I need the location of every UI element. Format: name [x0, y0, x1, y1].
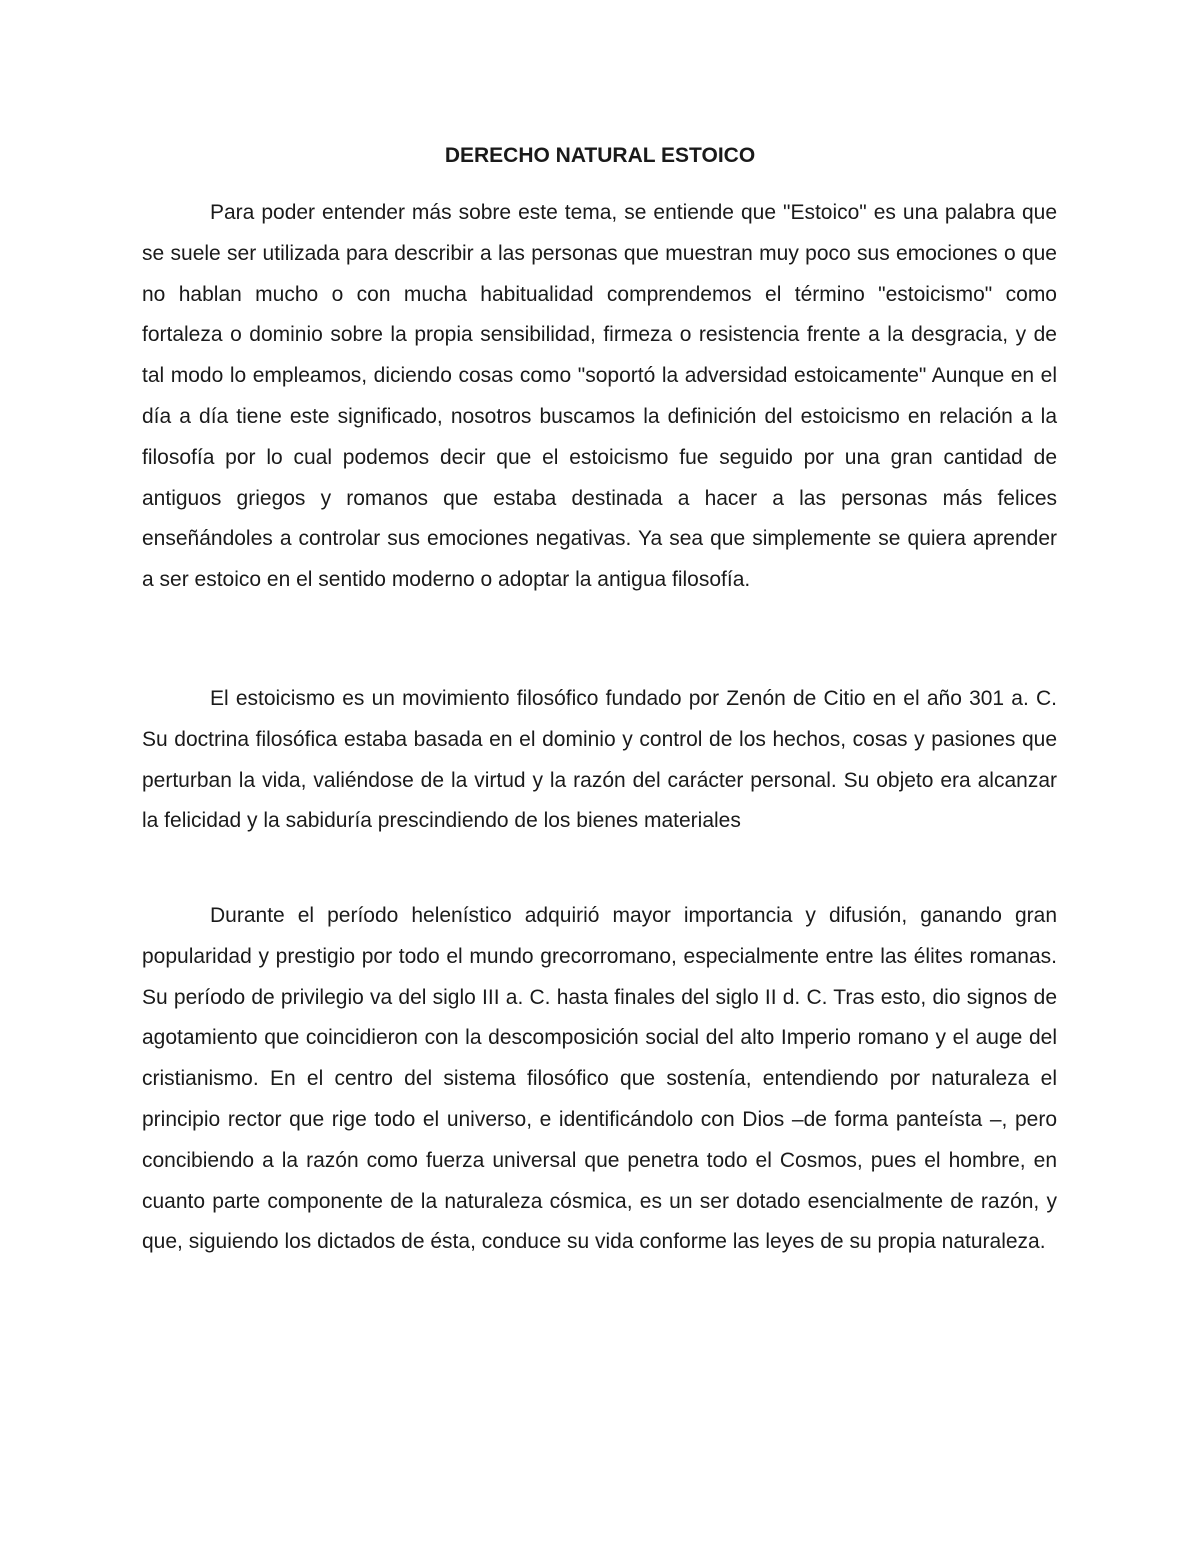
paragraph-1: Para poder entender más sobre este tema, se entiende que "Estoico" es una palabra que se suele ser utilizada para describir a las personas que muestran muy poco sus emociones o que no hablan mucho o con mucha habitualidad comprendemos el término "estoicismo" como fortaleza o dominio sobre la propia sensibilidad, firmeza o resistencia frente a la desgracia, y de tal modo lo empleamos, diciendo cosas como "soportó la adversidad estoicamente" Aunque en el día a día tiene este significado, nosotros buscamos la definición del estoicismo en relación a la filosofía por lo cual podemos decir que el estoicismo fue seguido por una gran cantidad de antiguos griegos y romanos que estaba destinada a hacer a las personas más felices enseñándoles a controlar sus emociones negativas. Ya sea que simplemente se quiera aprender a ser estoico en el sentido moderno o adoptar la antigua filosofía. [142, 201, 1057, 592]
paragraph-2: El estoicismo es un movimiento filosófico fundado por Zenón de Citio en el año 301 a. C. Su doctrina filosófica estaba basada en el dominio y control de los hechos, cosas y pasiones que perturban la vida, valiéndose de la virtud y la razón del carácter personal. Su objeto era alcanzar la felicidad y la sabiduría prescindiendo de los bienes materiales [142, 687, 1057, 833]
document-title: DERECHO NATURAL ESTOICO [444, 144, 756, 167]
paragraph-3: Durante el período helenístico adquirió mayor importancia y difusión, ganando gran popularidad y prestigio por todo el mundo grecorromano, especialmente entre las élites romanas. Su período de privilegio va del siglo III a. C. hasta finales del siglo II d. C. Tras esto, dio signos de agotamiento que coincidieron con la descomposición social del alto Imperio romano y el auge del cristianismo. En el centro del sistema filosófico que sostenía, entendiendo por naturaleza el principio rector que rige todo el universo, e identificándolo con Dios –de forma panteísta –, pero concibiendo a la razón como fuerza universal que penetra todo el Cosmos, pues el hombre, en cuanto parte componente de la naturaleza cósmica, es un ser dotado esencialmente de razón, y que, siguiendo los dictados de ésta, conduce su vida conforme las leyes de su propia naturaleza. [142, 904, 1057, 1254]
